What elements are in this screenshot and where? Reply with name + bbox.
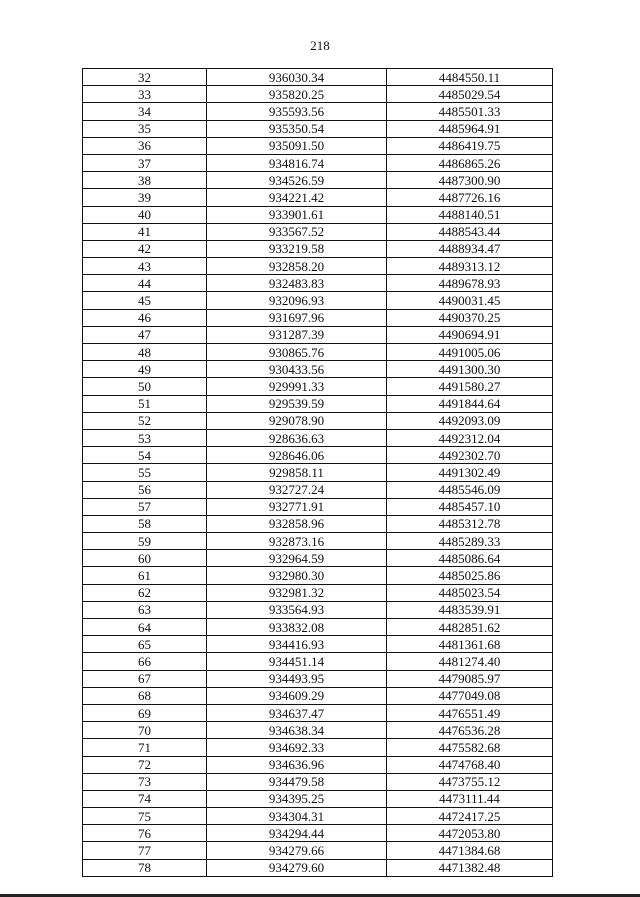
table-row xyxy=(83,154,553,171)
point-number-cell: 69 xyxy=(83,704,207,721)
y-coordinate-cell: 4491005.06 xyxy=(387,344,553,361)
table-row xyxy=(83,704,553,721)
y-coordinate-cell: 4491580.27 xyxy=(387,378,553,395)
y-coordinate-cell: 4472053.80 xyxy=(387,825,553,842)
point-number-cell: 50 xyxy=(83,378,207,395)
x-coordinate-cell: 932964.59 xyxy=(207,550,387,567)
y-coordinate-cell: 4487726.16 xyxy=(387,189,553,206)
point-number-cell: 37 xyxy=(83,154,207,171)
y-coordinate-cell: 4492093.09 xyxy=(387,412,553,429)
table-row xyxy=(83,206,553,223)
y-coordinate-cell: 4485025.86 xyxy=(387,567,553,584)
point-number-cell: 64 xyxy=(83,619,207,636)
x-coordinate-cell: 932981.32 xyxy=(207,584,387,601)
x-coordinate-cell: 930433.56 xyxy=(207,361,387,378)
y-coordinate-cell: 4477049.08 xyxy=(387,687,553,704)
y-coordinate-cell: 4483539.91 xyxy=(387,601,553,618)
point-number-cell: 59 xyxy=(83,533,207,550)
coordinates-table xyxy=(82,68,553,877)
x-coordinate-cell: 934304.31 xyxy=(207,808,387,825)
point-number-cell: 52 xyxy=(83,412,207,429)
y-coordinate-cell: 4486865.26 xyxy=(387,154,553,171)
x-coordinate-cell: 929078.90 xyxy=(207,412,387,429)
x-coordinate-cell: 932980.30 xyxy=(207,567,387,584)
y-coordinate-cell: 4484550.11 xyxy=(387,69,553,86)
table-row xyxy=(83,309,553,326)
table-row xyxy=(83,825,553,842)
y-coordinate-cell: 4472417.25 xyxy=(387,808,553,825)
point-number-cell: 71 xyxy=(83,739,207,756)
y-coordinate-cell: 4481361.68 xyxy=(387,636,553,653)
x-coordinate-cell: 933564.93 xyxy=(207,601,387,618)
point-number-cell: 39 xyxy=(83,189,207,206)
x-coordinate-cell: 932483.83 xyxy=(207,275,387,292)
point-number-cell: 54 xyxy=(83,447,207,464)
y-coordinate-cell: 4471382.48 xyxy=(387,859,553,876)
table-row xyxy=(83,739,553,756)
table-row xyxy=(83,464,553,481)
point-number-cell: 75 xyxy=(83,808,207,825)
table-row xyxy=(83,378,553,395)
table-row xyxy=(83,601,553,618)
point-number-cell: 35 xyxy=(83,120,207,137)
y-coordinate-cell: 4492312.04 xyxy=(387,429,553,446)
y-coordinate-cell: 4490370.25 xyxy=(387,309,553,326)
y-coordinate-cell: 4491302.49 xyxy=(387,464,553,481)
table-row xyxy=(83,447,553,464)
x-coordinate-cell: 934636.96 xyxy=(207,756,387,773)
x-coordinate-cell: 934479.58 xyxy=(207,773,387,790)
y-coordinate-cell: 4485086.64 xyxy=(387,550,553,567)
point-number-cell: 44 xyxy=(83,275,207,292)
x-coordinate-cell: 932096.93 xyxy=(207,292,387,309)
point-number-cell: 43 xyxy=(83,258,207,275)
table-body xyxy=(83,69,553,877)
point-number-cell: 66 xyxy=(83,653,207,670)
point-number-cell: 32 xyxy=(83,69,207,86)
point-number-cell: 57 xyxy=(83,498,207,515)
table-row xyxy=(83,670,553,687)
table-row xyxy=(83,687,553,704)
x-coordinate-cell: 933219.58 xyxy=(207,240,387,257)
table-row xyxy=(83,808,553,825)
table-row xyxy=(83,515,553,532)
table-row xyxy=(83,584,553,601)
point-number-cell: 56 xyxy=(83,481,207,498)
point-number-cell: 74 xyxy=(83,790,207,807)
table-row xyxy=(83,172,553,189)
y-coordinate-cell: 4492302.70 xyxy=(387,447,553,464)
y-coordinate-cell: 4488543.44 xyxy=(387,223,553,240)
table-row xyxy=(83,619,553,636)
table-row xyxy=(83,653,553,670)
table-row xyxy=(83,258,553,275)
table-row xyxy=(83,223,553,240)
table-row xyxy=(83,240,553,257)
y-coordinate-cell: 4490031.45 xyxy=(387,292,553,309)
x-coordinate-cell: 928646.06 xyxy=(207,447,387,464)
point-number-cell: 70 xyxy=(83,722,207,739)
x-coordinate-cell: 934638.34 xyxy=(207,722,387,739)
table-row xyxy=(83,842,553,859)
point-number-cell: 73 xyxy=(83,773,207,790)
x-coordinate-cell: 936030.34 xyxy=(207,69,387,86)
table-row xyxy=(83,722,553,739)
x-coordinate-cell: 934526.59 xyxy=(207,172,387,189)
table-row xyxy=(83,86,553,103)
point-number-cell: 67 xyxy=(83,670,207,687)
x-coordinate-cell: 932858.96 xyxy=(207,515,387,532)
point-number-cell: 68 xyxy=(83,687,207,704)
y-coordinate-cell: 4488140.51 xyxy=(387,206,553,223)
x-coordinate-cell: 935820.25 xyxy=(207,86,387,103)
point-number-cell: 42 xyxy=(83,240,207,257)
x-coordinate-cell: 934279.66 xyxy=(207,842,387,859)
x-coordinate-cell: 934395.25 xyxy=(207,790,387,807)
x-coordinate-cell: 931697.96 xyxy=(207,309,387,326)
table-row xyxy=(83,326,553,343)
table-row xyxy=(83,498,553,515)
x-coordinate-cell: 932727.24 xyxy=(207,481,387,498)
y-coordinate-cell: 4491844.64 xyxy=(387,395,553,412)
point-number-cell: 78 xyxy=(83,859,207,876)
point-number-cell: 40 xyxy=(83,206,207,223)
x-coordinate-cell: 932858.20 xyxy=(207,258,387,275)
table-row xyxy=(83,189,553,206)
table-row xyxy=(83,120,553,137)
x-coordinate-cell: 935593.56 xyxy=(207,103,387,120)
x-coordinate-cell: 931287.39 xyxy=(207,326,387,343)
y-coordinate-cell: 4482851.62 xyxy=(387,619,553,636)
table-row xyxy=(83,412,553,429)
y-coordinate-cell: 4485501.33 xyxy=(387,103,553,120)
x-coordinate-cell: 934221.42 xyxy=(207,189,387,206)
point-number-cell: 65 xyxy=(83,636,207,653)
point-number-cell: 51 xyxy=(83,395,207,412)
table-row xyxy=(83,344,553,361)
point-number-cell: 33 xyxy=(83,86,207,103)
y-coordinate-cell: 4488934.47 xyxy=(387,240,553,257)
table-row xyxy=(83,361,553,378)
y-coordinate-cell: 4476551.49 xyxy=(387,704,553,721)
x-coordinate-cell: 934294.44 xyxy=(207,825,387,842)
point-number-cell: 38 xyxy=(83,172,207,189)
y-coordinate-cell: 4475582.68 xyxy=(387,739,553,756)
y-coordinate-cell: 4481274.40 xyxy=(387,653,553,670)
table-row xyxy=(83,550,553,567)
table-row xyxy=(83,103,553,120)
x-coordinate-cell: 934609.29 xyxy=(207,687,387,704)
x-coordinate-cell: 929858.11 xyxy=(207,464,387,481)
x-coordinate-cell: 934637.47 xyxy=(207,704,387,721)
y-coordinate-cell: 4489313.12 xyxy=(387,258,553,275)
y-coordinate-cell: 4485546.09 xyxy=(387,481,553,498)
x-coordinate-cell: 934493.95 xyxy=(207,670,387,687)
point-number-cell: 46 xyxy=(83,309,207,326)
x-coordinate-cell: 932771.91 xyxy=(207,498,387,515)
point-number-cell: 72 xyxy=(83,756,207,773)
point-number-cell: 76 xyxy=(83,825,207,842)
table-row xyxy=(83,395,553,412)
point-number-cell: 47 xyxy=(83,326,207,343)
point-number-cell: 63 xyxy=(83,601,207,618)
page-number: 218 xyxy=(310,38,330,53)
table-row xyxy=(83,756,553,773)
table-row xyxy=(83,859,553,876)
y-coordinate-cell: 4476536.28 xyxy=(387,722,553,739)
point-number-cell: 53 xyxy=(83,429,207,446)
y-coordinate-cell: 4473755.12 xyxy=(387,773,553,790)
x-coordinate-cell: 932873.16 xyxy=(207,533,387,550)
y-coordinate-cell: 4474768.40 xyxy=(387,756,553,773)
y-coordinate-cell: 4490694.91 xyxy=(387,326,553,343)
table-row xyxy=(83,567,553,584)
y-coordinate-cell: 4485023.54 xyxy=(387,584,553,601)
x-coordinate-cell: 935091.50 xyxy=(207,137,387,154)
x-coordinate-cell: 929991.33 xyxy=(207,378,387,395)
point-number-cell: 62 xyxy=(83,584,207,601)
y-coordinate-cell: 4485964.91 xyxy=(387,120,553,137)
y-coordinate-cell: 4485029.54 xyxy=(387,86,553,103)
x-coordinate-cell: 929539.59 xyxy=(207,395,387,412)
x-coordinate-cell: 933567.52 xyxy=(207,223,387,240)
y-coordinate-cell: 4486419.75 xyxy=(387,137,553,154)
table-row xyxy=(83,429,553,446)
y-coordinate-cell: 4485312.78 xyxy=(387,515,553,532)
y-coordinate-cell: 4485457.10 xyxy=(387,498,553,515)
x-coordinate-cell: 934451.14 xyxy=(207,653,387,670)
x-coordinate-cell: 934816.74 xyxy=(207,154,387,171)
y-coordinate-cell: 4473111.44 xyxy=(387,790,553,807)
point-number-cell: 45 xyxy=(83,292,207,309)
table-row xyxy=(83,636,553,653)
point-number-cell: 41 xyxy=(83,223,207,240)
table-row xyxy=(83,773,553,790)
point-number-cell: 36 xyxy=(83,137,207,154)
point-number-cell: 48 xyxy=(83,344,207,361)
x-coordinate-cell: 928636.63 xyxy=(207,429,387,446)
x-coordinate-cell: 930865.76 xyxy=(207,344,387,361)
x-coordinate-cell: 935350.54 xyxy=(207,120,387,137)
table-row xyxy=(83,481,553,498)
point-number-cell: 55 xyxy=(83,464,207,481)
y-coordinate-cell: 4485289.33 xyxy=(387,533,553,550)
point-number-cell: 34 xyxy=(83,103,207,120)
table-row xyxy=(83,137,553,154)
point-number-cell: 77 xyxy=(83,842,207,859)
x-coordinate-cell: 933832.08 xyxy=(207,619,387,636)
y-coordinate-cell: 4471384.68 xyxy=(387,842,553,859)
point-number-cell: 58 xyxy=(83,515,207,532)
table-row xyxy=(83,275,553,292)
table-row xyxy=(83,292,553,309)
y-coordinate-cell: 4491300.30 xyxy=(387,361,553,378)
point-number-cell: 49 xyxy=(83,361,207,378)
x-coordinate-cell: 934692.33 xyxy=(207,739,387,756)
point-number-cell: 61 xyxy=(83,567,207,584)
x-coordinate-cell: 934416.93 xyxy=(207,636,387,653)
table-row xyxy=(83,69,553,86)
x-coordinate-cell: 933901.61 xyxy=(207,206,387,223)
table-row xyxy=(83,790,553,807)
x-coordinate-cell: 934279.60 xyxy=(207,859,387,876)
y-coordinate-cell: 4479085.97 xyxy=(387,670,553,687)
y-coordinate-cell: 4487300.90 xyxy=(387,172,553,189)
point-number-cell: 60 xyxy=(83,550,207,567)
y-coordinate-cell: 4489678.93 xyxy=(387,275,553,292)
table-row xyxy=(83,533,553,550)
